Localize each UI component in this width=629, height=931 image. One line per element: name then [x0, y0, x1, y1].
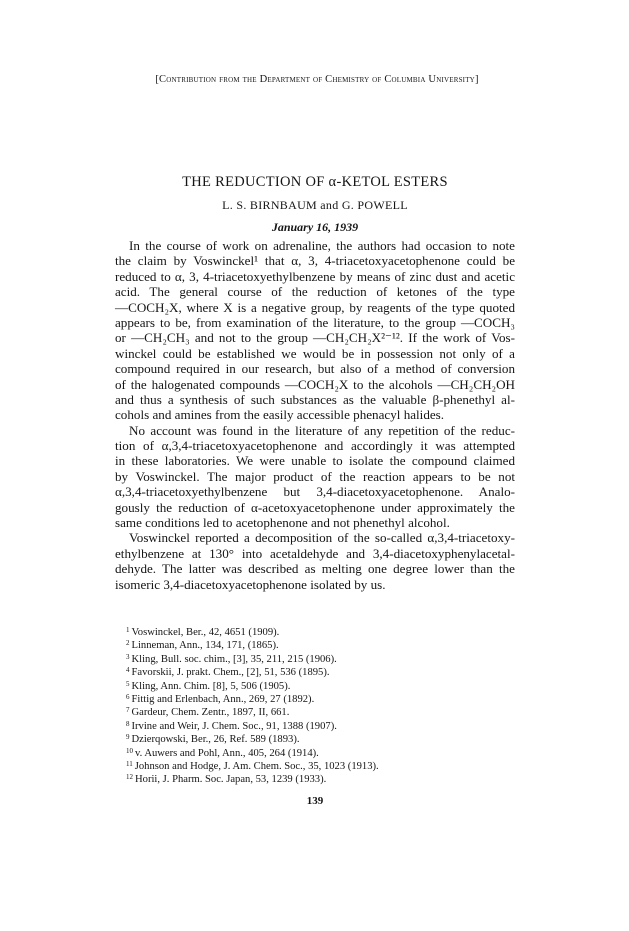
footnote-number: 1 — [126, 626, 130, 634]
body-line: same conditions led to acetophenone and not phenethyl alcohol. — [115, 515, 450, 531]
footnote-text: Linneman, Ann., 134, 171, (1865). — [131, 640, 279, 652]
footnote — [126, 637, 526, 650]
body-line: tion of α,3,4-triacetoxyacetophenone and accordingly it was attempted — [115, 438, 515, 454]
body-line: cohols and amines from the easily accessible phenacyl halides. — [115, 407, 445, 423]
footnote-number: 5 — [126, 679, 130, 688]
footnote — [126, 704, 526, 717]
footnote — [126, 718, 526, 731]
article-authors: L. S. BIRNBAUM and G. POWELL — [222, 198, 408, 212]
footnote — [126, 624, 526, 637]
footnote-text: Kling, Ann. Chim. [8], 5, 506 (1905). — [131, 680, 291, 692]
footnote-text: Dzierqowski, Ber., 26, Ref. 589 (1893). — [131, 734, 300, 746]
body-line: or —CH₂CH₃ and not to the group —CH₂CH₂X²⁻¹². If the work of Vos- — [115, 330, 515, 346]
body-line: reduced to α, 3, 4-triacetoxyethylbenzene by means of zinc dust and acetic — [115, 268, 515, 284]
body-text — [115, 238, 515, 592]
footnote-number: 3 — [126, 652, 130, 661]
body-line: appears to be, from examination of the literature, to the group —COCH₃ — [115, 314, 515, 330]
footnote-number: 4 — [126, 666, 130, 675]
footnote — [126, 731, 526, 744]
body-line: dehyde. The latter was described as melting one degree lower than the — [115, 561, 515, 577]
footnotes — [126, 624, 526, 785]
body-line: in these laboratories. We were unable to isolate the compound claimed — [115, 453, 515, 469]
footnote-text: Fittig and Erlenbach, Ann., 269, 27 (1892). — [131, 693, 315, 705]
footnote-text: Favorskii, J. prakt. Chem., [2], 51, 536 (1895). — [131, 667, 330, 679]
footnote — [126, 651, 526, 664]
footnote-number: 12 — [126, 773, 133, 782]
footnote-number: 10 — [126, 746, 133, 755]
footnote — [126, 771, 526, 784]
footnote-number: 6 — [126, 692, 130, 701]
article-title: THE REDUCTION OF α-KETOL ESTERS — [182, 174, 448, 190]
footnote-text: Gardeur, Chem. Zentr., 1897, II, 661. — [131, 707, 290, 719]
body-line: ethylbenzene at 130° into acetaldehyde and 3,4-diacetoxyphenylacetal- — [115, 545, 515, 561]
footnote-text: Irvine and Weir, J. Chem. Soc., 91, 1388 (1907). — [131, 720, 337, 732]
body-line: of the halogenated compounds —COCH₂X to the alcohols —CH₂CH₂OH — [115, 376, 515, 392]
body-line: No account was found in the literature of any repetition of the reduc- — [129, 422, 515, 438]
footnote-number: 9 — [126, 733, 130, 742]
footnote-number: 8 — [126, 719, 130, 728]
footnote — [126, 691, 526, 704]
footnote-number: 11 — [126, 759, 133, 768]
body-line: In the course of work on adrenaline, the authors had occasion to note — [129, 238, 515, 253]
footnote — [126, 745, 526, 758]
contribution-header: [Contribution from the Department of Chemistry of Columbia University] — [155, 74, 479, 85]
footnote-text: Horii, J. Pharm. Soc. Japan, 53, 1239 (1933). — [135, 774, 327, 786]
body-line: Voswinckel reported a decomposition of the so-called α,3,4-triacetoxy- — [129, 530, 515, 546]
footnote-text: Voswinckel, Ber., 42, 4651 (1909). — [131, 627, 280, 638]
body-line: isomeric 3,4-diacetoxyacetophenone isolated by us. — [115, 576, 386, 592]
body-line: gously the reduction of α-acetoxyacetophenone under approximately the — [115, 499, 515, 515]
body-line: compound required in our research, but also of a method of conversion — [115, 361, 515, 377]
body-line: acid. The general course of the reduction of ketones of the type — [115, 284, 515, 300]
body-line: winckel could be established we would be in possession not only of a — [115, 345, 515, 361]
footnote-number: 7 — [126, 706, 130, 715]
footnote-text: Johnson and Hodge, J. Am. Chem. Soc., 35, 1023 (1913). — [134, 760, 379, 772]
body-line: by Voswinckel. The major product of the reaction appears to be not — [115, 468, 515, 484]
footnote — [126, 758, 526, 771]
page-number: 139 — [306, 795, 324, 807]
body-line: —COCH₂X, where X is a negative group, by reagents of the type quoted — [115, 299, 515, 315]
body-line: and thus a synthesis of such substances as the valuable β-phenethyl al- — [115, 391, 515, 407]
footnote-text: Kling, Bull. soc. chim., [3], 35, 211, 215 (1906). — [131, 653, 337, 665]
article-date: January 16, 1939 — [271, 220, 359, 234]
body-line: the claim by Voswinckel¹ that α, 3, 4-triacetoxyacetophenone could be — [115, 253, 515, 269]
body-line: α,3,4-triacetoxyethylbenzene but 3,4-diacetoxyacetophenone. Analo- — [115, 484, 515, 500]
footnote-number: 2 — [126, 639, 130, 648]
footnote-text: v. Auwers and Pohl, Ann., 405, 264 (1914). — [135, 747, 319, 759]
footnote — [126, 678, 526, 691]
footnote — [126, 664, 526, 677]
